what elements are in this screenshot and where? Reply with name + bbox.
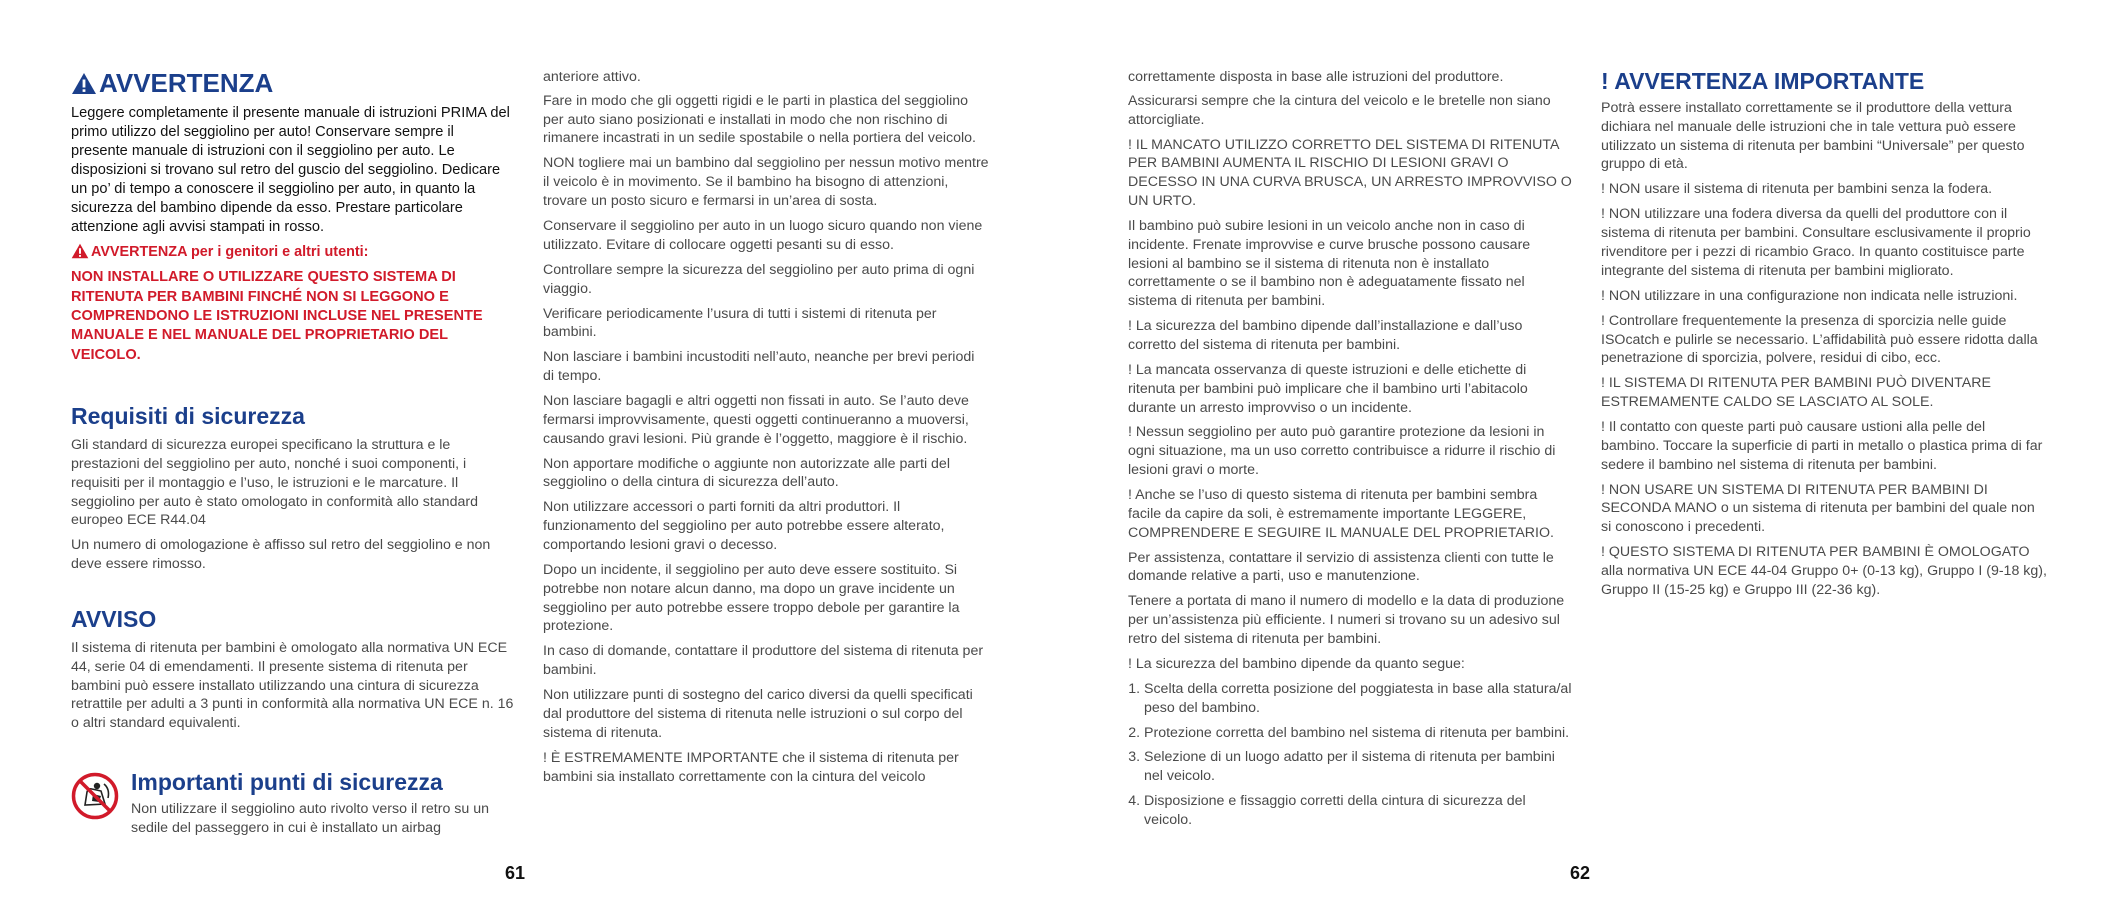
parents-warning-text: NON INSTALLARE O UTILIZZARE QUESTO SISTEMA DI RITENUTA PER BAMBINI FINCHÉ NON SI LEGGONO E COMPRENDONO LE ISTRUZIONI INCLUSE NEL PRESENTE MANUALE E NEL MANUALE DEL PROPRIETARIO DEL VEICOLO.: [71, 269, 483, 363]
list-item: 2. Protezione corretta del bambino nel sistema di ritenuta per bambini.: [1144, 724, 1574, 743]
paragraph: ! La sicurezza del bambino dipende da quanto segue:: [1128, 656, 1465, 672]
notice-title: AVVISO: [71, 605, 157, 632]
warning-triangle-icon: [71, 72, 97, 95]
paragraph: ! QUESTO SISTEMA DI RITENUTA PER BAMBINI È OMOLOGATO alla normativa UN ECE 44-04 Gruppo 0+ (0-13 kg), Gruppo I (9-18 kg), Gruppo II (15-25 kg) e Gruppo III (22-36 kg).: [1601, 544, 2047, 598]
paragraph: Conservare il seggiolino per auto in un luogo sicuro quando non viene utilizzato. Evitare di collocare oggetti pesanti su di esso.: [543, 217, 983, 253]
paragraph: ! La sicurezza del bambino dipende dall’installazione e dall’uso corretto del sistema di ritenuta per bambini.: [1128, 318, 1523, 353]
paragraph: ! Il contatto con queste parti può causare ustioni alla pelle del bambino. Toccare la superficie di parti in metallo o plastica prima di far sedere il bambino nel sistema di ritenuta per bambini.: [1601, 419, 2043, 473]
page-number-61: 61: [505, 863, 526, 883]
paragraph: ! Nessun seggiolino per auto può garantire protezione da lesioni in ogni situazione, ma un uso corretto contribuisce a ridurre il rischio di lesioni gravi o morte.: [1128, 424, 1556, 479]
warning-text: Leggere completamente il presente manuale di istruzioni PRIMA del primo utilizzo del seggiolino per auto! Conservare sempre il presente manuale di istruzioni con il seggiolino per auto. Le disposizioni si trovano sul retro del guscio del seggiolino. Dedicare un po’ di tempo a conoscere il seggiolino per auto, in quanto la sicurezza del bambino dipende da esso. Prestare particolare attenzione agli avvisi stampati in rosso.: [71, 105, 510, 235]
page-61-column-1: [71, 68, 514, 844]
paragraph: ! IL SISTEMA DI RITENUTA PER BAMBINI PUÒ DIVENTARE ESTREMAMENTE CALDO SE LASCIATO AL SOLE.: [1601, 375, 1991, 411]
paragraph: ! Anche se l’uso di questo sistema di ritenuta per bambini sembra facile da capire da soli, è estremamente importante LEGGERE, COMPRENDERE E SEGUIRE IL MANUALE DEL PROPRIETARIO.: [1128, 487, 1554, 541]
paragraph: Tenere a portata di mano il numero di modello e la data di produzione per un’assistenza più efficiente. I numeri si trovano su un adesivo sul retro del sistema di ritenuta per bambini.: [1128, 593, 1565, 648]
paragraph: Fare in modo che gli oggetti rigidi e le parti in plastica del seggiolino per auto siano posizionati e installati in modo che non rischino di rimanere incastrati in un sedile spostabile o nella portiera del veicolo.: [543, 92, 976, 147]
paragraph: Per assistenza, contattare il servizio di assistenza clienti con tutte le domande relative a parti, uso e manutenzione.: [1128, 549, 1554, 585]
parents-warning-title: AVVERTENZA per i genitori e altri utenti:: [91, 244, 369, 261]
paragraph: anteriore attivo.: [543, 69, 641, 85]
paragraph: Non lasciare i bambini incustoditi nell’auto, neanche per brevi periodi di tempo.: [543, 349, 975, 385]
paragraph: correttamente disposta in base alle istruzioni del produttore.: [1128, 69, 1504, 85]
page-61-column-2: [543, 68, 989, 793]
important-warning-title: ! AVVERTENZA IMPORTANTE: [1601, 68, 1925, 94]
paragraph: Non lasciare bagagli e altri oggetti non fissati in auto. Se l’auto deve fermarsi improvvisamente, questi oggetti continueranno a muoversi, causando gravi lesioni. Più grande è l’oggetto, maggiore è il rischio.: [543, 393, 969, 447]
notice-text: Il sistema di ritenuta per bambini è omologato alla normativa UN ECE 44, serie 04 di emendamenti. Il presente sistema di ritenuta per bambini può essere installato utilizzando una cintura di sicurezza retrattile per adulti a 3 punti in conformità alla normativa UN ECE n. 16 o altri standard equivalenti.: [71, 639, 514, 732]
paragraph: ! La mancata osservanza di queste istruzioni e delle etichette di ritenuta per bambini può implicare che il bambino urti l’abitacolo durante un arresto improvviso o un incidente.: [1128, 361, 1528, 416]
paragraph: NON togliere mai un bambino dal seggiolino per nessun motivo mentre il veicolo è in movimento. Se il bambino ha bisogno di attenzioni, trovare un posto sicuro e fermarsi in un’area di sosta.: [543, 155, 989, 209]
warning-heading: [71, 68, 514, 98]
paragraph: Dopo un incidente, il seggiolino per auto deve essere sostituito. Si potrebbe non notare alcun danno, ma dopo un grave incidente un seggiolino per auto potrebbe essere troppo debole per garantire la protezione.: [543, 562, 960, 635]
safety-requirements-title: Requisiti di sicurezza: [71, 403, 305, 430]
paragraph: Il bambino può subire lesioni in un veicolo anche non in caso di incidente. Frenate improvvise e curve brusche possono causare lesioni al bambino se il sistema di ritenuta non è installato correttamente o se il bambino non è adeguatamente fissato nel sistema di ritenuta per bambini.: [1128, 217, 1531, 310]
list-item: 1. Scelta della corretta posizione del poggiatesta in base alla statura/al peso del bambino.: [1144, 680, 1574, 718]
important-points-body: [131, 769, 514, 844]
important-points-title: Importanti punti di sicurezza: [131, 768, 443, 795]
paragraph: ! NON utilizzare una fodera diversa da quelli del produttore con il sistema di ritenuta per bambini. Consultare esclusivamente il proprio rivenditore per i pezzi di ricambio Graco. In quanto costituisce parte integrante del sistema di ritenuta per bambini migliorato.: [1601, 206, 2031, 279]
page-62-column-1: [1128, 68, 1574, 836]
paragraph: Potrà essere installato correttamente se il produttore della vettura dichiara nel manuale delle istruzioni che in tale vettura può essere utilizzato un sistema di ritenuta per bambini “Universale” per questo gruppo di età.: [1601, 100, 2025, 173]
paragraph: ! NON usare il sistema di ritenuta per bambini senza la fodera.: [1601, 181, 1993, 198]
paragraph: ! NON utilizzare in una configurazione non indicata nelle istruzioni.: [1601, 287, 2018, 304]
important-points-text: Non utilizzare il seggiolino auto rivolto verso il retro su un sedile del passeggero in cui è installato un airbag: [131, 800, 490, 836]
paragraph: ! NON USARE UN SISTEMA DI RITENUTA PER BAMBINI DI SECONDA MANO o un sistema di ritenuta per bambini del quale non si conoscono i precedenti.: [1601, 481, 2035, 536]
warning-title: AVVERTENZA: [99, 68, 274, 98]
no-rear-facing-airbag-icon: [71, 772, 119, 820]
parents-warning-heading: [71, 243, 514, 262]
page-number-62: 62: [1570, 863, 1591, 883]
safety-paragraph-2: Un numero di omologazione è affisso sul retro del seggiolino e non deve essere rimosso.: [71, 537, 491, 573]
list-item: 3. Selezione di un luogo adatto per il sistema di ritenuta per bambini nel veicolo.: [1144, 748, 1574, 786]
paragraph: Assicurarsi sempre che la cintura del veicolo e le bretelle non siano attorcigliate.: [1128, 92, 1551, 128]
page-62-column-2: [1601, 68, 2047, 606]
paragraph: ! IL MANCATO UTILIZZO CORRETTO DEL SISTEMA DI RITENUTA PER BAMBINI AUMENTA IL RISCHIO DI LESIONI GRAVI O DECESSO IN UNA CURVA BRUSCA, UN ARRESTO IMPROVVISO O UN URTO.: [1128, 136, 1572, 209]
paragraph: ! È ESTREMAMENTE IMPORTANTE che il sistema di ritenuta per bambini sia installato correttamente con la cintura del veicolo: [543, 749, 959, 785]
paragraph: ! Controllare frequentemente la presenza di sporcizia nelle guide ISOcatch e pulirle se necessario. L’affidabilità può essere ridotta dalla penetrazione di sporcizia, polvere, residui di cibo, ecc.: [1601, 312, 2038, 367]
list-item: 4. Disposizione e fissaggio corretti della cintura di sicurezza del veicolo.: [1144, 792, 1574, 830]
paragraph: Non apportare modifiche o aggiunte non autorizzate alle parti del seggiolino o della cintura di sicurezza dell’auto.: [543, 455, 950, 491]
safety-paragraph-1: Gli standard di sicurezza europei specificano la struttura e le prestazioni del seggiolino per auto, nonché i suoi componenti, i requisiti per il montaggio e l’uso, le istruzioni e le marcature. Il seggiolino per auto è stato omologato in conformità allo standard europeo ECE R44.04: [71, 437, 478, 529]
warning-triangle-icon: [71, 243, 89, 259]
paragraph: Non utilizzare punti di sostegno del carico diversi da quelli specificati dal produttore del sistema di ritenuta nelle istruzioni o sul corpo del sistema di ritenuta.: [543, 687, 973, 741]
paragraph: Verificare periodicamente l’usura di tutti i sistemi di ritenuta per bambini.: [543, 305, 937, 341]
safety-factors-list: [1128, 680, 1574, 830]
paragraph: Controllare sempre la sicurezza del seggiolino per auto prima di ogni viaggio.: [543, 261, 975, 297]
paragraph: Non utilizzare accessori o parti forniti da altri produttori. Il funzionamento del seggiolino per auto potrebbe essere alterato, comportando lesioni gravi o decesso.: [543, 499, 945, 554]
paragraph: In caso di domande, contattare il produttore del sistema di ritenuta per bambini.: [543, 643, 984, 679]
important-points-section: [71, 769, 514, 844]
